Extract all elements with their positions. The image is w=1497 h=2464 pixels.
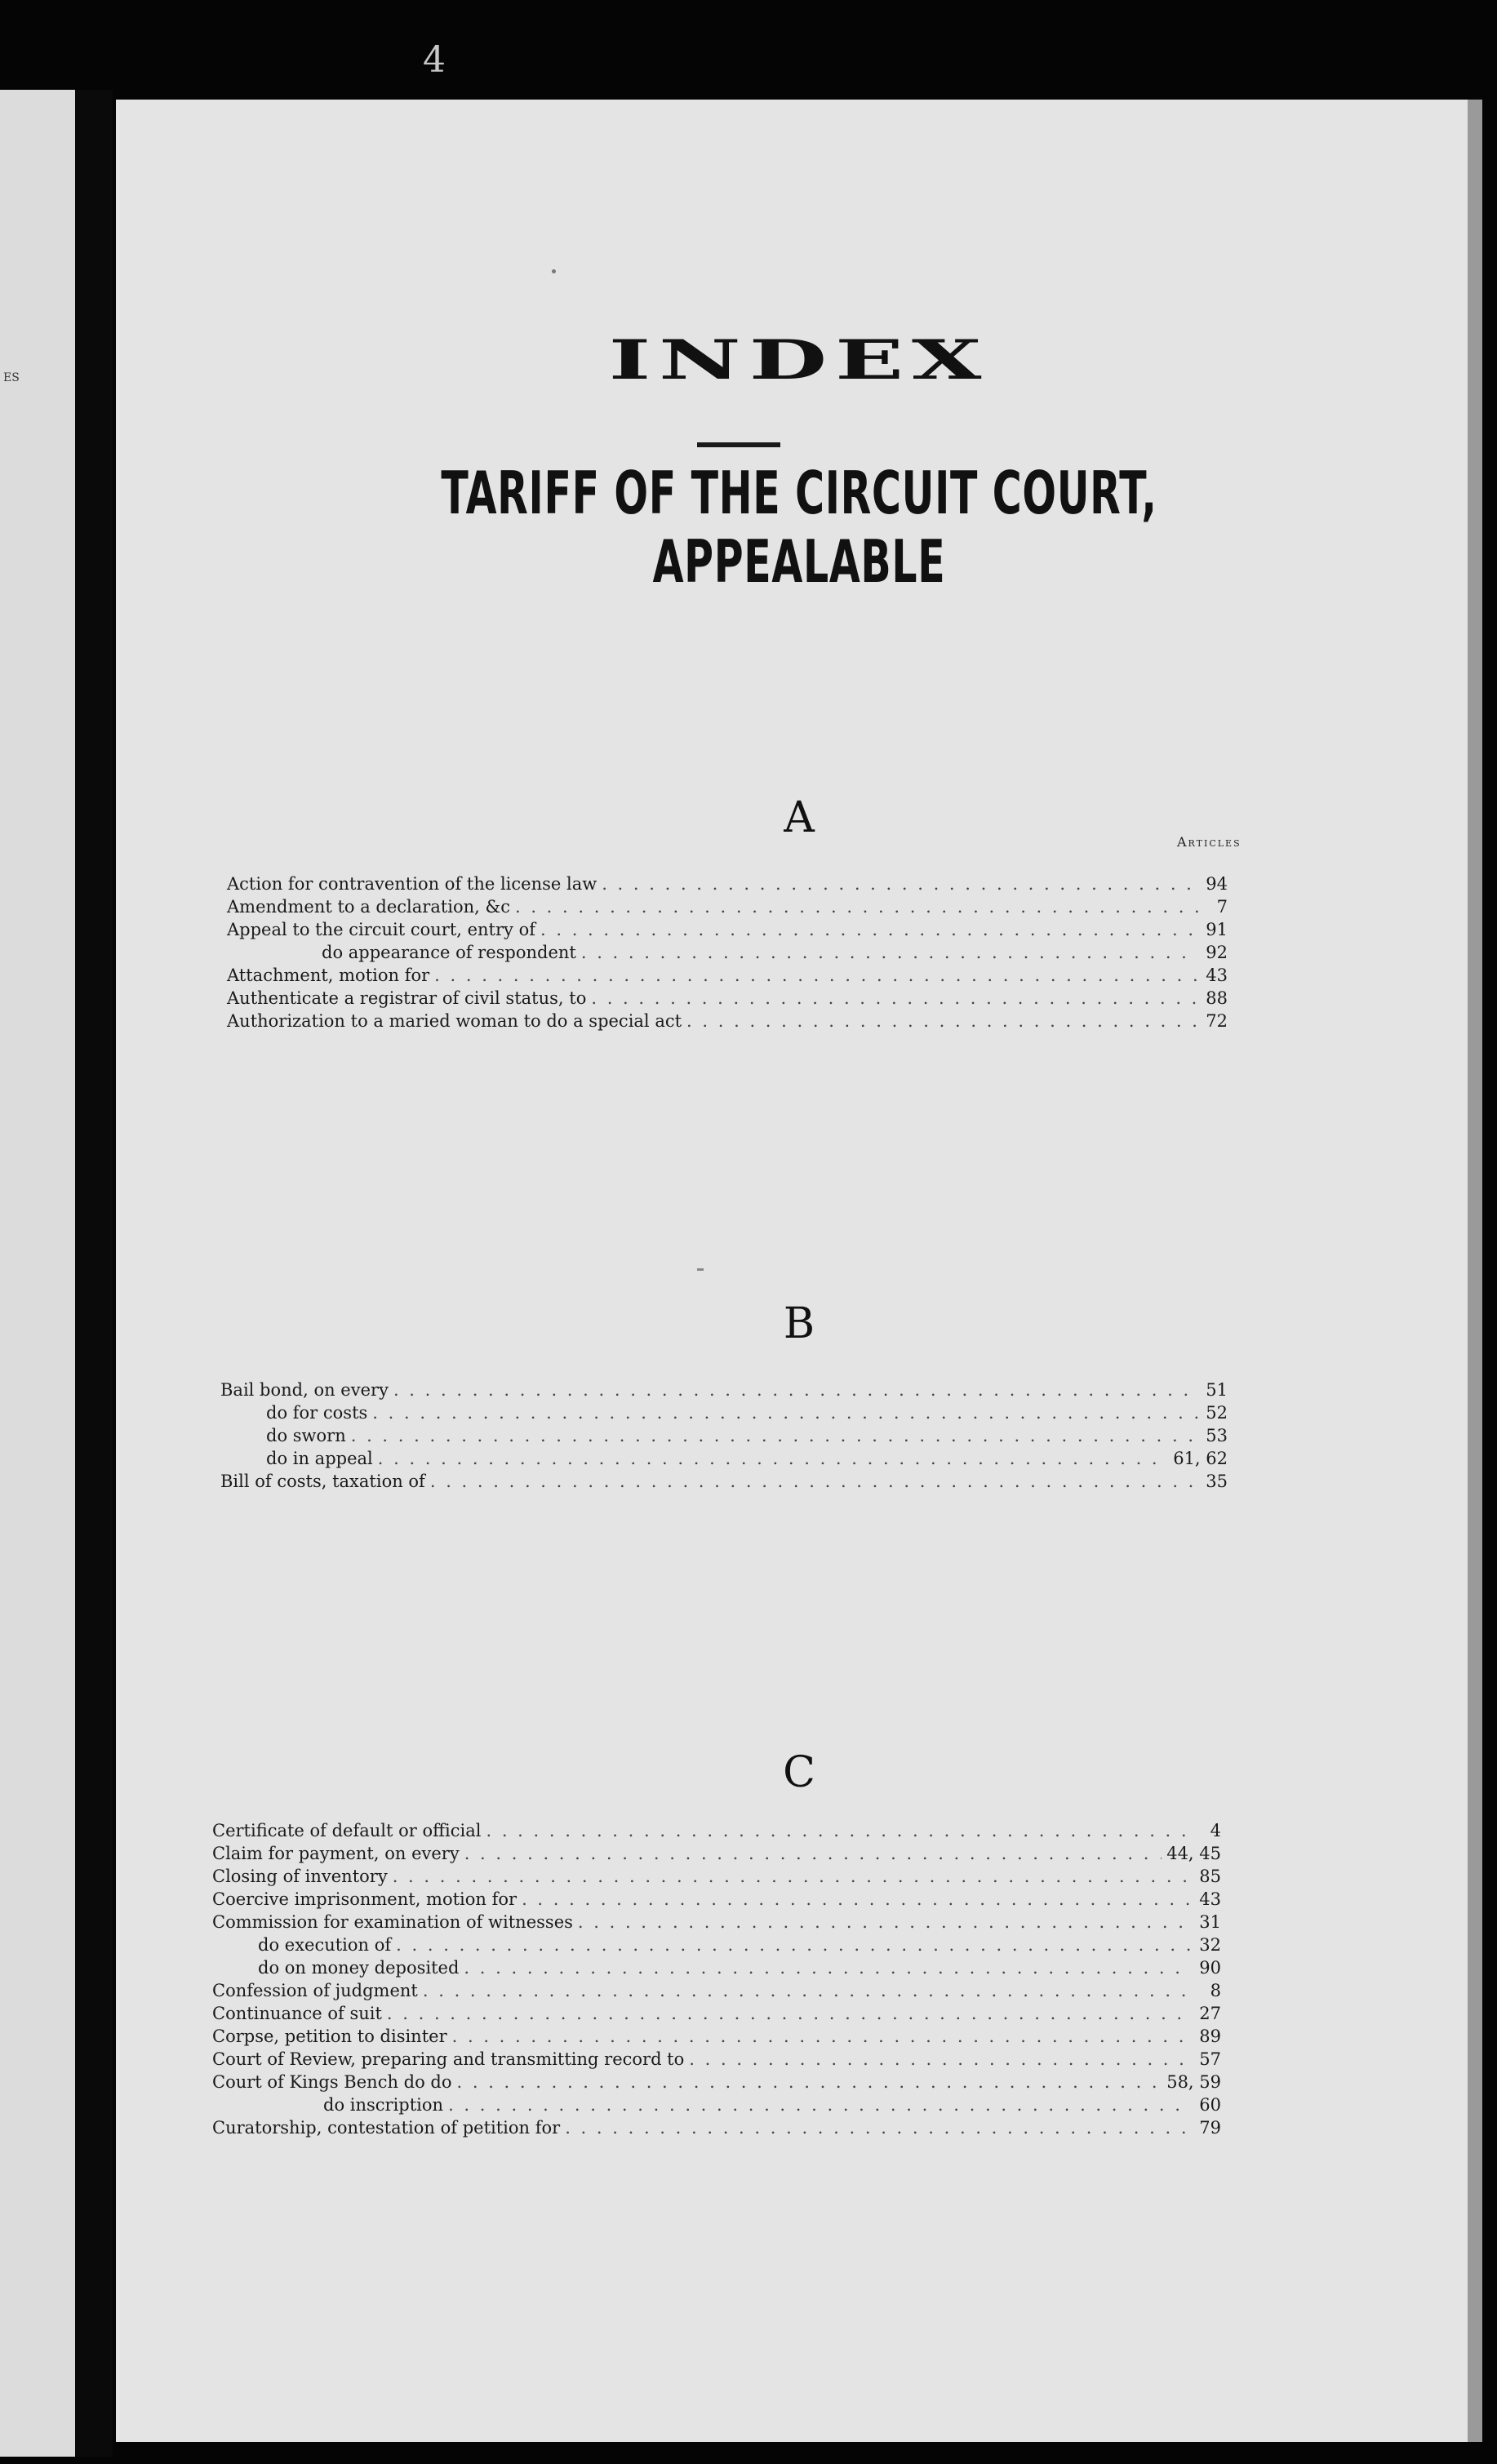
list-item: Appeal to the circuit court, entry of . . . 91 (227, 921, 1228, 939)
speck (552, 269, 556, 273)
section-letter-b: B (783, 1299, 815, 1348)
section-letter-c: C (783, 1748, 815, 1797)
list-item: do for costs . . . 52 (220, 1404, 1228, 1422)
page-edge-shadow (1468, 100, 1482, 2442)
page-subtitle: TARIFF OF THE CIRCUIT COURT, APPEALABLE (441, 459, 1157, 596)
index-page (116, 100, 1482, 2442)
list-item: do execution of . . . 32 (212, 1936, 1221, 1954)
list-item: Authenticate a registrar of civil status, to . . . 88 (227, 989, 1228, 1007)
list-item: Claim for payment, on every . . . 44, 45 (212, 1845, 1221, 1862)
list-item: Curatorship, contestation of petition for . . . 79 (212, 2119, 1221, 2137)
list-item: Bail bond, on every . . . 51 (220, 1381, 1228, 1399)
list-item: Coercive imprisonment, motion for . . . 43 (212, 1890, 1221, 1908)
list-item: Court of Review, preparing and transmitting record to . . . 57 (212, 2050, 1221, 2068)
list-item: Continuance of suit . . . 27 (212, 2004, 1221, 2022)
left-page-edge-text: ES (3, 371, 20, 384)
list-item: do in appeal . . . 61, 62 (220, 1450, 1228, 1467)
title-rule (697, 442, 780, 447)
book-spine (75, 90, 113, 2457)
page-title: INDEX (608, 328, 990, 392)
list-item: do sworn . . . 53 (220, 1427, 1228, 1445)
list-item: Action for contravention of the license law . . . 94 (227, 875, 1228, 893)
section-letter-a: A (784, 793, 815, 842)
list-item: Bill of costs, taxation of . . . 35 (220, 1472, 1228, 1490)
list-item: Corpse, petition to disinter . . . 89 (212, 2027, 1221, 2045)
list-item: Court of Kings Bench do do . . . 58, 59 (212, 2073, 1221, 2091)
articles-column-label: Articles (1177, 834, 1242, 850)
list-item: Closing of inventory . . . 85 (212, 1867, 1221, 1885)
list-item: Attachment, motion for . . . 43 (227, 966, 1228, 984)
list-item: Authorization to a maried woman to do a special act . . . 72 (227, 1012, 1228, 1030)
list-item: do appearance of respondent . . . 92 (227, 943, 1228, 961)
page-mark: 4 (423, 39, 446, 81)
speck (697, 1268, 704, 1271)
list-item: Commission for examination of witnesses . . . 31 (212, 1913, 1221, 1931)
left-facing-page (0, 90, 75, 2457)
list-item: Amendment to a declaration, &c . . . 7 (227, 898, 1228, 916)
list-item: Confession of judgment . . . 8 (212, 1982, 1221, 2000)
list-item: do inscription . . . 60 (212, 2096, 1221, 2114)
list-item: do on money deposited . . . 90 (212, 1959, 1221, 1977)
list-item: Certificate of default or official . . . 4 (212, 1822, 1221, 1840)
